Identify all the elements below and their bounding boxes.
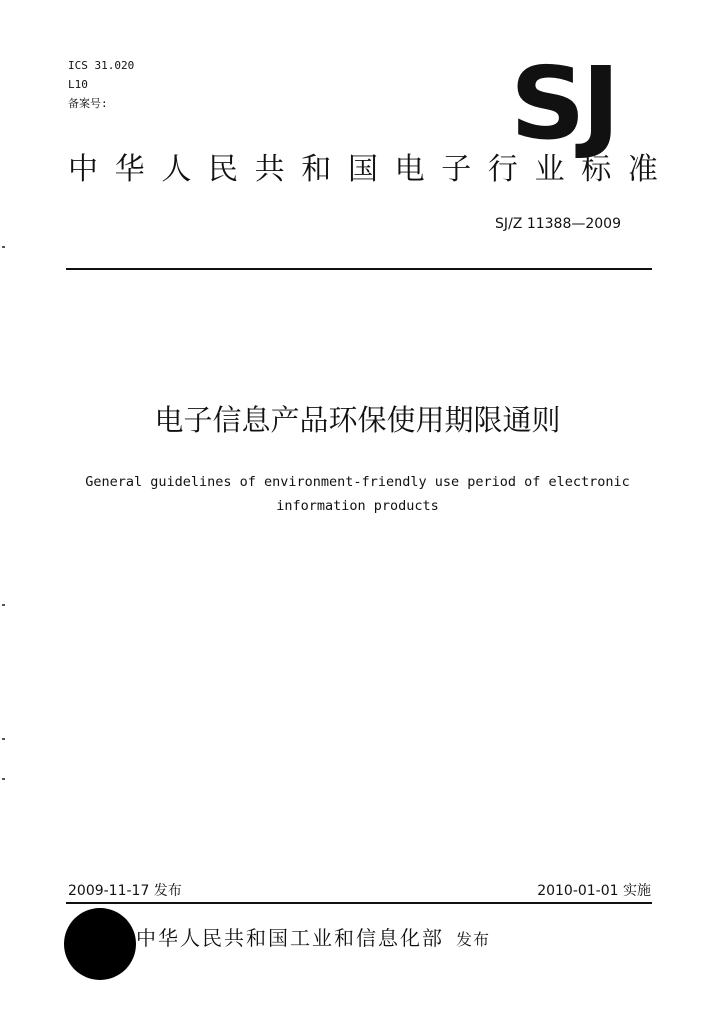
title-char: 民: [207, 152, 238, 187]
title-char: 中: [68, 152, 98, 187]
scan-edge-mark: [2, 604, 5, 606]
scan-edge-mark: [2, 738, 5, 740]
footer-divider: [66, 902, 652, 904]
header-divider: [66, 268, 652, 270]
title-char: 标: [581, 152, 612, 187]
title-char: 行: [487, 152, 518, 187]
ics-code: ICS 31.020: [68, 59, 135, 72]
title-char: 和: [301, 152, 332, 187]
issuer-name: 中华人民共和国工业和信息化部: [136, 926, 444, 950]
title-char: 电: [394, 152, 425, 187]
issued-label: 发布: [456, 930, 491, 949]
standard-number: SJ/Z 11388—2009: [495, 216, 621, 232]
title-char: 共: [254, 152, 285, 187]
title-char: 子: [441, 152, 472, 187]
title-char: 业: [534, 152, 565, 187]
scan-edge-mark: [2, 778, 5, 780]
document-title-chinese: 电子信息产品环保使用期限通则: [154, 403, 561, 437]
document-title-english: [40, 470, 675, 518]
implementation-date: 2010-01-01 实施: [537, 883, 651, 899]
title-char: 华: [114, 152, 145, 187]
standard-type-title: [68, 152, 658, 188]
english-title-line: information products: [276, 498, 439, 514]
title-char: 人: [161, 152, 192, 187]
english-title-line: General guidelines of environment-friendly use period of electronic: [85, 474, 630, 490]
issue-date: 2009-11-17 发布: [68, 883, 182, 899]
title-char: 准: [627, 152, 658, 187]
title-char: 国: [347, 152, 378, 187]
sj-logo: SJ: [510, 45, 617, 162]
classification-block: [68, 56, 134, 113]
seal-mark: [64, 908, 136, 980]
record-number-label: 备案号:: [68, 97, 108, 110]
issuing-authority: [136, 924, 490, 954]
scan-edge-mark: [2, 246, 5, 248]
classification-code: L10: [68, 78, 88, 91]
